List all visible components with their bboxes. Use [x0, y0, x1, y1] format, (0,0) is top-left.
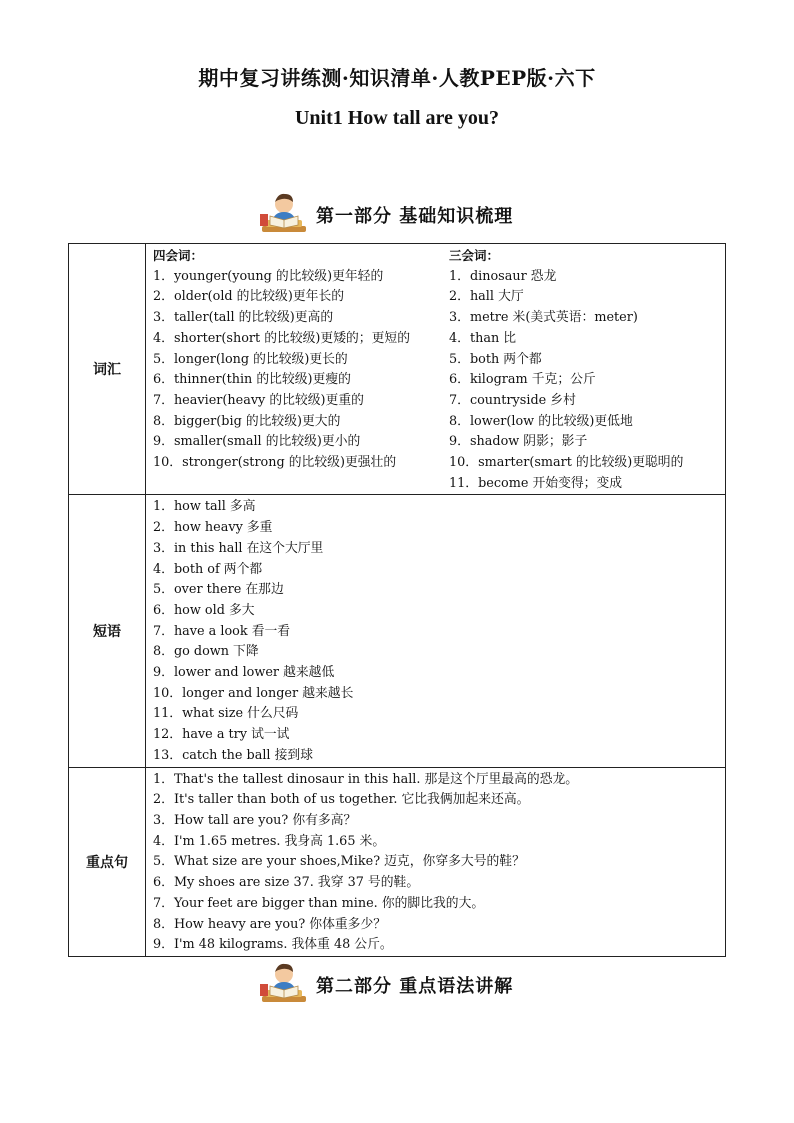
three-skill-words — [449, 246, 725, 494]
vocab-item: 8．bigger(big 的比较级)更大的 — [153, 413, 341, 429]
vocab-item: 6．kilogram 千克；公斤 — [449, 372, 596, 388]
vocab-item: 4．shorter(short 的比较级)更矮的；更短的 — [153, 330, 410, 346]
vocab-item: 1．dinosaur 恐龙 — [449, 268, 557, 284]
vocab-item: 10．stronger(strong 的比较级)更强壮的 — [153, 455, 397, 471]
vocab-item: 7．heavier(heavy 的比较级)更重的 — [153, 392, 364, 408]
sentence-item: 4．I'm 1.65 metres. 我身高 1.65 米。 — [153, 833, 386, 849]
phrase-item: 3．in this hall 在这个大厅里 — [153, 540, 324, 556]
phrases-content — [146, 495, 726, 767]
phrase-item: 6．how old 多大 — [153, 602, 255, 618]
sentence-item: 1．That's the tallest dinosaur in this hall. 那是这个厅里最高的恐龙。 — [153, 771, 579, 787]
phrase-item: 4．both of 两个都 — [153, 561, 263, 577]
vocab-item: 2．older(old 的比较级)更年长的 — [153, 289, 345, 305]
phrase-item: 5．over there 在那边 — [153, 582, 284, 598]
vocab-item: 1．younger(young 的比较级)更年轻的 — [153, 268, 384, 284]
four-skill-words — [153, 246, 449, 494]
section-1-label: 第一部分 基础知识梳理 — [316, 206, 514, 227]
vocab-row — [69, 244, 726, 495]
vocab-item: 3．metre 米(美式英语：meter) — [449, 310, 638, 326]
phrase-item: 10．longer and longer 越来越长 — [153, 685, 354, 701]
vocab-item: 5．both 两个都 — [449, 351, 542, 367]
phrase-item: 8．go down 下降 — [153, 644, 259, 660]
reading-child-icon — [258, 192, 310, 236]
section-1-heading — [0, 192, 794, 236]
vocab-item: 4．than 比 — [449, 330, 517, 346]
sentence-item: 9．I'm 48 kilograms. 我体重 48 公斤。 — [153, 937, 393, 953]
phrase-item: 9．lower and lower 越来越低 — [153, 665, 335, 681]
sentence-item: 8．How heavy are you? 你体重多少？ — [153, 916, 387, 932]
phrases-row — [69, 495, 726, 767]
phrase-item: 2．how heavy 多重 — [153, 520, 273, 536]
vocab-item: 7．countryside 乡村 — [449, 392, 576, 408]
sentences-category: 重点句 — [69, 767, 146, 956]
phrase-item: 13．catch the ball 接到球 — [153, 747, 313, 763]
vocab-item: 11．become 开始变得；变成 — [449, 475, 623, 491]
vocab-item: 2．hall 大厅 — [449, 289, 524, 305]
unit-title: Unit1 How tall are you? — [294, 107, 500, 129]
document-title: 期中复习讲练测·知识清单·人教PEP版·六下 — [198, 66, 596, 90]
sentence-item: 7．Your feet are bigger than mine. 你的脚比我的大。 — [153, 895, 485, 911]
sentences-row — [69, 767, 726, 956]
reading-child-icon — [258, 962, 310, 1006]
section-2-heading — [0, 962, 794, 1006]
knowledge-table — [68, 243, 726, 957]
phrase-item: 7．have a look 看一看 — [153, 623, 291, 639]
four-skill-heading: 四会词： — [153, 248, 204, 263]
vocab-item: 3．taller(tall 的比较级)更高的 — [153, 310, 334, 326]
section-2-label: 第二部分 重点语法讲解 — [316, 976, 514, 997]
sentence-item: 2．It's taller than both of us together. 它比我俩加起来还高。 — [153, 792, 530, 808]
vocab-item: 6．thinner(thin 的比较级)更瘦的 — [153, 372, 351, 388]
vocab-content — [146, 244, 726, 495]
vocab-item: 5．longer(long 的比较级)更长的 — [153, 351, 348, 367]
vocab-item: 10．smarter(smart 的比较级)更聪明的 — [449, 455, 684, 471]
vocab-category: 词汇 — [69, 244, 146, 495]
sentences-content — [146, 767, 726, 956]
phrases-category: 短语 — [69, 495, 146, 767]
sentence-item: 5．What size are your shoes,Mike? 迈克，你穿多大号的鞋？ — [153, 854, 525, 870]
phrase-item: 1．how tall 多高 — [153, 499, 256, 515]
sentence-item: 3．How tall are you? 你有多高？ — [153, 812, 357, 828]
vocab-item: 9．smaller(small 的比较级)更小的 — [153, 434, 361, 450]
phrase-item: 11．what size 什么尺码 — [153, 706, 299, 722]
sentence-item: 6．My shoes are size 37. 我穿 37 号的鞋。 — [153, 875, 420, 891]
vocab-item: 9．shadow 阴影；影子 — [449, 434, 588, 450]
three-skill-heading: 三会词： — [449, 248, 500, 263]
vocab-item: 8．lower(low 的比较级)更低地 — [449, 413, 633, 429]
phrase-item: 12．have a try 试一试 — [153, 727, 290, 743]
